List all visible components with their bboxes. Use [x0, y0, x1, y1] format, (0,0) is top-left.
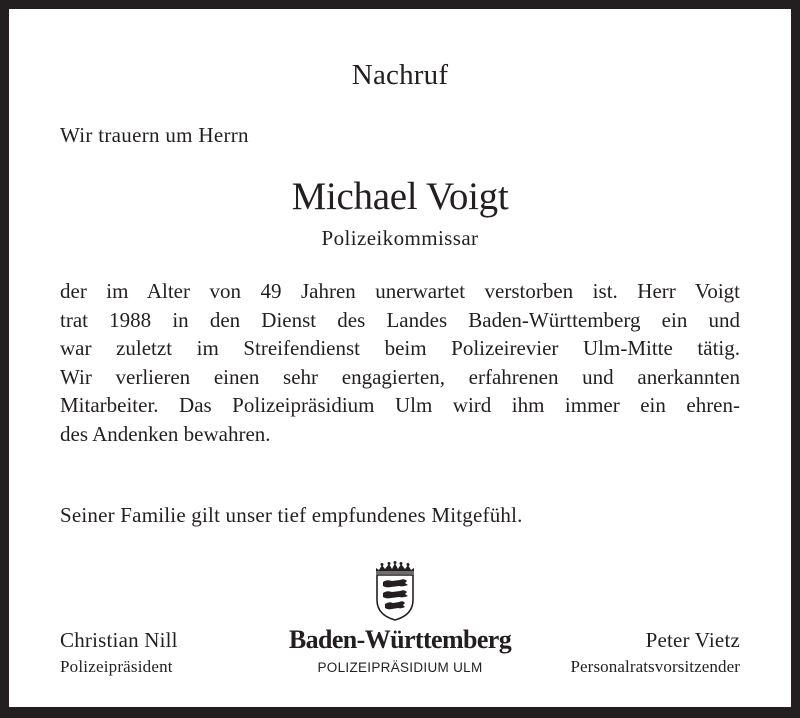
body-line: Mitarbeiter. Das Polizeipräsidium Ulm wird ihm immer ein ehren-: [60, 393, 740, 418]
body-line: Wir verlieren einen sehr engagierten, erfahrenen und anerkannten: [60, 364, 740, 389]
coat-of-arms-icon: [370, 560, 420, 622]
body-line: war zuletzt im Streifendienst beim Polizeirevier Ulm-Mitte tätig.: [60, 336, 740, 361]
obituary-notice: [9, 9, 791, 707]
right-signatory-role: Personalratsvorsitzender: [570, 657, 740, 676]
deceased-rank: Polizeikommissar: [321, 226, 479, 250]
right-signatory-name: Peter Vietz: [645, 628, 740, 652]
notice-title: Nachruf: [351, 59, 449, 91]
organization-department: POLIZEIPRÄSIDIUM ULM: [317, 660, 483, 675]
organization-state: Baden-Württemberg: [288, 625, 512, 654]
body-line: des Andenken bewahren.: [60, 421, 271, 446]
body-line: trat 1988 in den Dienst des Landes Baden-Württemberg ein und: [60, 307, 740, 332]
left-signatory-name: Christian Nill: [60, 628, 178, 652]
intro-line: Wir trauern um Herrn: [60, 123, 249, 147]
obituary-body: [60, 277, 740, 449]
condolence-line: Seiner Familie gilt unser tief empfundenes Mitgefühl.: [60, 503, 523, 527]
deceased-name: Michael Voigt: [291, 175, 509, 218]
left-signatory-role: Polizeipräsident: [60, 657, 173, 676]
body-line: der im Alter von 49 Jahren unerwartet verstorben ist. Herr Voigt: [60, 279, 740, 303]
